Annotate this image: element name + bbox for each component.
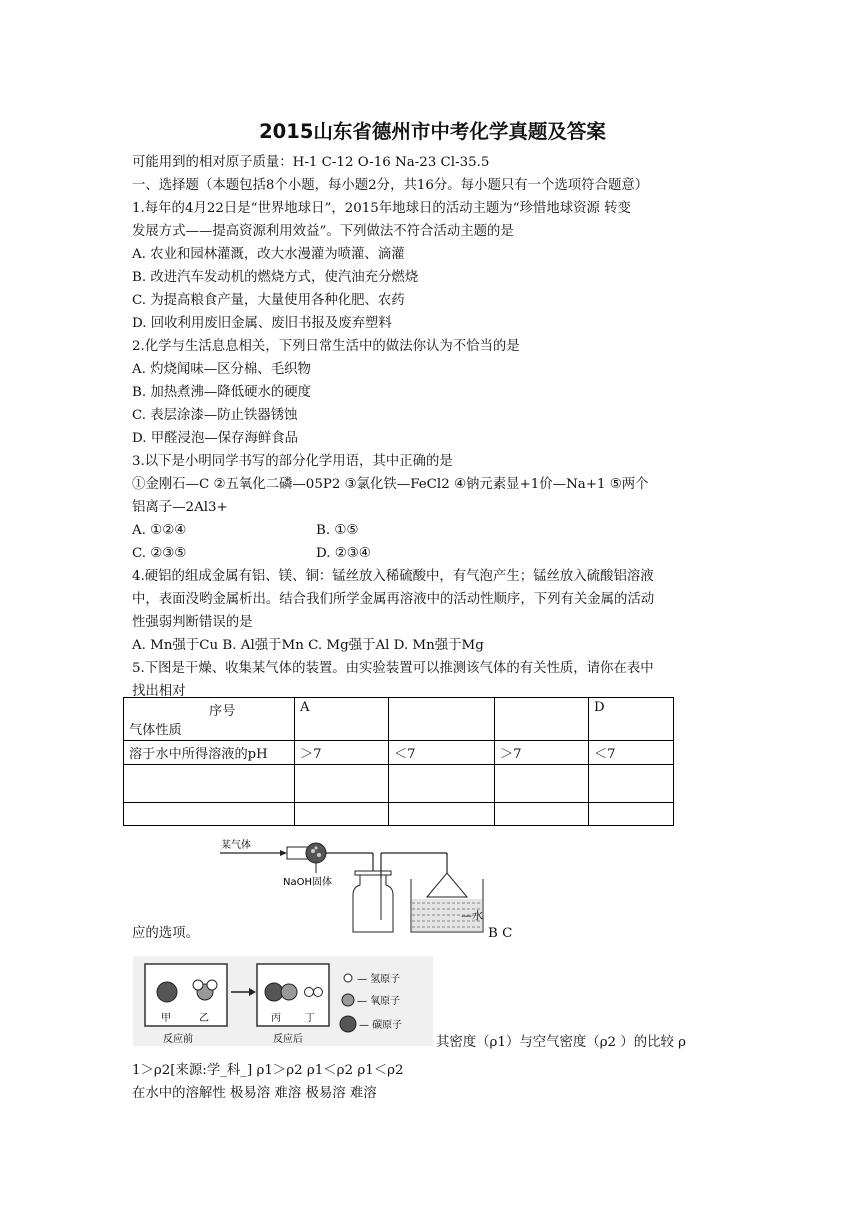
q4-stem-1: 4.硬铝的组成金属有铝、镁、铜：锰丝放入稀硫酸中，有气泡产生；锰丝放入硫酸铝溶液 xyxy=(132,569,654,584)
legend-hydrogen: — 氢原子 xyxy=(357,974,401,985)
q3-option-c: C. ②③⑤ xyxy=(132,546,187,561)
q5-solubility-row: 在水中的溶解性 极易溶 难溶 极易溶 难溶 xyxy=(132,1086,377,1101)
gas-properties-table xyxy=(123,697,674,826)
table-row xyxy=(124,698,674,741)
q5-stem-2: 找出相对 xyxy=(132,684,186,699)
water-label: 水 xyxy=(472,909,483,922)
q5-after-figure: 应的选项。 xyxy=(132,926,199,941)
atomic-masses: 可能用到的相对原子质量：H-1 C-12 O-16 Na-23 Cl-35.5 xyxy=(132,155,490,170)
q1-stem-2: 发展方式——提高资源利用效益”。下列做法不符合活动主题的是 xyxy=(132,224,514,239)
table-row xyxy=(124,741,674,765)
q4-options: A. Mn强于Cu B. Al强于Mn C. Mg强于Al D. Mn强于Mg xyxy=(132,638,484,653)
table-header-b xyxy=(389,698,495,741)
table-cell xyxy=(495,765,589,803)
table-cell: ＞7 xyxy=(295,741,389,765)
label-after: 反应后 xyxy=(273,1034,303,1045)
table-cell xyxy=(295,803,389,826)
table-cell: ＜7 xyxy=(589,741,674,765)
naoh-label: NaOH固体 xyxy=(283,877,332,888)
q1-option-a: A. 农业和园林灌溉，改大水漫灌为喷灌、滴灌 xyxy=(132,247,405,262)
q2-stem: 2.化学与生活息息相关，下列日常生活中的做法你认为不恰当的是 xyxy=(132,339,520,354)
q1-stem-1: 1.每年的4月22日是“世界地球日”，2015年地球日的活动主题为“珍惜地球资源 转变 xyxy=(132,201,631,216)
q3-stem: 3.以下是小明同学书写的部分化学用语，其中正确的是 xyxy=(132,454,453,469)
q4-stem-3: 性强弱判断错误的是 xyxy=(132,615,253,630)
label-yi: 乙 xyxy=(199,1013,209,1024)
table-header-c xyxy=(495,698,589,741)
table-cell xyxy=(495,803,589,826)
q5-stem-1: 5.下图是干燥、收集某气体的装置。由实验装置可以推测该气体的有关性质，请你在表中 xyxy=(132,661,654,676)
reaction-figure xyxy=(133,956,433,1046)
q3-option-b: B. ①⑤ xyxy=(316,523,359,538)
q1-option-b: B. 改进汽车发动机的燃烧方式，使汽油充分燃烧 xyxy=(132,270,419,285)
table-cell xyxy=(589,765,674,803)
table-header-a: A xyxy=(295,698,389,741)
section-heading: 一、选择题（本题包括8个小题，每小题2分，共16分。每小题只有一个选项符合题意） xyxy=(132,178,649,193)
table-header-cell: 序号 气体性质 xyxy=(124,698,295,741)
q2-option-d: D. 甲醛浸泡—保存海鲜食品 xyxy=(132,431,299,446)
table-header-d: D xyxy=(589,698,674,741)
table-row xyxy=(124,803,674,826)
table-cell: 溶于水中所得溶液的pH xyxy=(124,741,295,765)
table-cell xyxy=(389,765,495,803)
page-title: 2015山东省德州市中考化学真题及答案 xyxy=(259,120,606,143)
q5-density-text: 其密度（ρ1）与空气密度（ρ2 ）的比较 ρ xyxy=(436,1035,687,1050)
apparatus-figure xyxy=(215,835,485,940)
table-cell: ＞7 xyxy=(495,741,589,765)
table-row xyxy=(124,765,674,803)
gas-label: 某气体 xyxy=(221,840,251,851)
q3-items-2: 铝离子—2Al3+ xyxy=(132,500,228,515)
label-bing: 丙 xyxy=(271,1013,281,1024)
table-cell xyxy=(389,803,495,826)
q3-option-a: A. ①②④ xyxy=(132,523,187,538)
q2-option-c: C. 表层涂漆—防止铁器锈蚀 xyxy=(132,408,298,423)
q1-option-c: C. 为提高粮食产量，大量使用各种化肥、农药 xyxy=(132,293,405,308)
q3-option-d: D. ②③④ xyxy=(316,546,371,561)
q1-option-d: D. 回收利用废旧金属、废旧书报及废弃塑料 xyxy=(132,316,392,331)
label-jia: 甲 xyxy=(161,1013,171,1024)
water-label-row: —水 xyxy=(461,909,483,922)
q5-density-row: 1＞ρ2[来源:学_科_] ρ1＞ρ2 ρ1＜ρ2 ρ1＜ρ2 xyxy=(132,1063,404,1078)
table-cell xyxy=(295,765,389,803)
q4-stem-2: 中，表面没哟金属析出。结合我们所学金属再溶液中的活动性顺序，下列有关金属的活动 xyxy=(132,592,655,607)
table-cell: ＜7 xyxy=(389,741,495,765)
table-cell xyxy=(124,765,295,803)
label-before: 反应前 xyxy=(163,1034,193,1045)
table-cell xyxy=(589,803,674,826)
q3-items-1: ①金刚石—C ②五氧化二磷—05P2 ③氯化铁—FeCl2 ④钠元素显+1价—Na+1 ⑤两个 xyxy=(132,477,649,492)
q2-option-b: B. 加热煮沸—降低硬水的硬度 xyxy=(132,385,312,400)
table-cell xyxy=(124,803,295,826)
q5-bc-label: B C xyxy=(488,926,513,941)
legend-oxygen: — 氧原子 xyxy=(357,996,401,1007)
label-ding: 丁 xyxy=(305,1013,315,1024)
q2-option-a: A. 灼烧闻味—区分棉、毛织物 xyxy=(132,362,311,377)
legend-carbon: — 碳原子 xyxy=(359,1020,403,1031)
